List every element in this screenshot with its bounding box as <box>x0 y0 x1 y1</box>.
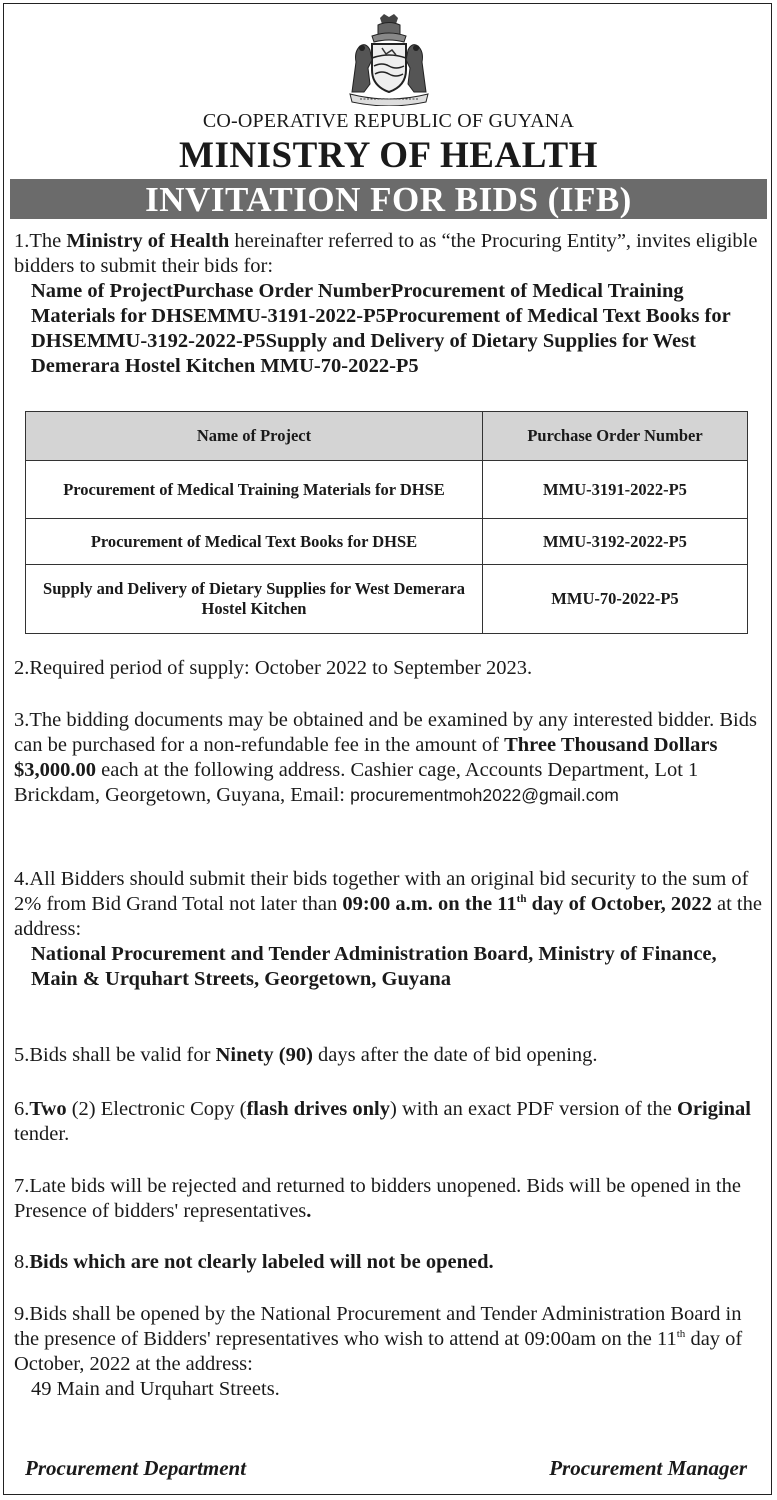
item-number: 7. <box>14 1175 30 1197</box>
projects-table <box>25 411 748 634</box>
signature-department: Procurement Department <box>25 1456 247 1480</box>
notice-title: INVITATION FOR BIDS (IFB) <box>10 179 767 219</box>
item-3: 3.The bidding documents may be obtained and be examined by any interested bidder. Bids can be purchased for a non-refundable fee in the amount of Three Thousand Dollars $3,000.00 each at the following address. Cashier cage, Accounts Department, Lot 1 Brickdam, Georgetown, Guyana, Email: procurementmoh2022@gmail.com <box>14 709 757 806</box>
item-1: 1.The Ministry of Health hereinafter referred to as “the Procuring Entity”, invites eligible bidders to submit their bids for: Name of ProjectPurchase Order NumberProcurement of Medical Training Materials for DHSEMMU-3191-2022-P5Procurement of Medical Text Books for DHSEMMU-3192-2022-P5Supply and Delivery of Dietary Supplies for West Demerara Hostel Kitchen MMU-70-2022-P5 <box>14 229 764 379</box>
item-8: 8.Bids which are not clearly labeled will not be opened. <box>14 1251 494 1273</box>
country-name: CO-OPERATIVE REPUBLIC OF GUYANA <box>202 110 575 132</box>
table-row <box>26 461 748 519</box>
item-4: 4.All Bidders should submit their bids together with an original bid security to the sum of 2% from Bid Grand Total not later than 09:00 a.m. on the 11th day of October, 2022 at the address: National Procurement and Tender Administration Board, Ministry of Finance, Main & Urquhart Streets, Georgetown, Guyana <box>14 867 764 992</box>
ministry-title: MINISTRY OF HEALTH <box>179 135 598 176</box>
guyana-coat-of-arms-icon <box>342 12 436 106</box>
item-number: 1. <box>14 230 30 252</box>
project-name: Procurement of Medical Training Materials for DHSE <box>26 461 483 519</box>
signature-manager: Procurement Manager <box>549 1456 747 1480</box>
submission-address: National Procurement and Tender Administration Board, Ministry of Finance, Main & Urquhart Streets, Georgetown, Guyana <box>31 943 717 990</box>
item-number: 5. <box>14 1044 30 1066</box>
item-number: 4. <box>14 868 30 890</box>
item-6: 6.Two (2) Electronic Copy (flash drives only) with an exact PDF version of the Original tender. <box>14 1098 752 1145</box>
item-2: 2.Required period of supply: October 2022 to September 2023. <box>14 657 533 679</box>
po-number: MMU-70-2022-P5 <box>483 565 748 634</box>
item-7: 7.Late bids will be rejected and returned to bidders unopened. Bids will be opened in the Presence of bidders' representatives. <box>14 1175 741 1222</box>
item-5: 5.Bids shall be valid for Ninety (90) days after the date of bid opening. <box>14 1044 598 1066</box>
po-number: MMU-3192-2022-P5 <box>483 519 748 565</box>
procuring-entity: Ministry of Health <box>66 230 230 252</box>
project-name: Procurement of Medical Text Books for DHSE <box>26 519 483 565</box>
project-summary: Name of ProjectPurchase Order NumberProcurement of Medical Training Materials for DHSEMMU-3191-2022-P5Procurement of Medical Text Books for DHSEMMU-3192-2022-P5Supply and Delivery of Dietary Supplies for West Demerara Hostel Kitchen MMU-70-2022-P5 <box>31 280 731 377</box>
item-number: 8. <box>14 1251 30 1273</box>
item-number: 6. <box>14 1098 30 1120</box>
validity-days: Ninety (90) <box>215 1044 313 1066</box>
column-header: Purchase Order Number <box>483 412 748 461</box>
table-header-row <box>26 412 748 461</box>
column-header: Name of Project <box>26 412 483 461</box>
po-number: MMU-3191-2022-P5 <box>483 461 748 519</box>
opening-address: 49 Main and Urquhart Streets. <box>31 1378 280 1400</box>
table-row <box>26 519 748 565</box>
project-name: Supply and Delivery of Dietary Supplies for West Demerara Hostel Kitchen <box>26 565 483 634</box>
item-number: 3. <box>14 709 30 731</box>
deadline: 09:00 a.m. on the 11th day of October, 2022 <box>342 893 712 915</box>
item-number: 9. <box>14 1303 30 1325</box>
bid-fee: Three Thousand Dollars $3,000.00 <box>14 734 718 781</box>
item-9: 9.Bids shall be opened by the National Procurement and Tender Administration Board in the presence of Bidders' representatives who wish to attend at 09:00am on the 11th day of October, 2022 at the address: 49 Main and Urquhart Streets. <box>14 1302 764 1402</box>
email-link[interactable]: procurementmoh2022@gmail.com <box>350 785 619 805</box>
table-row <box>26 565 748 634</box>
item-number: 2. <box>14 657 30 679</box>
